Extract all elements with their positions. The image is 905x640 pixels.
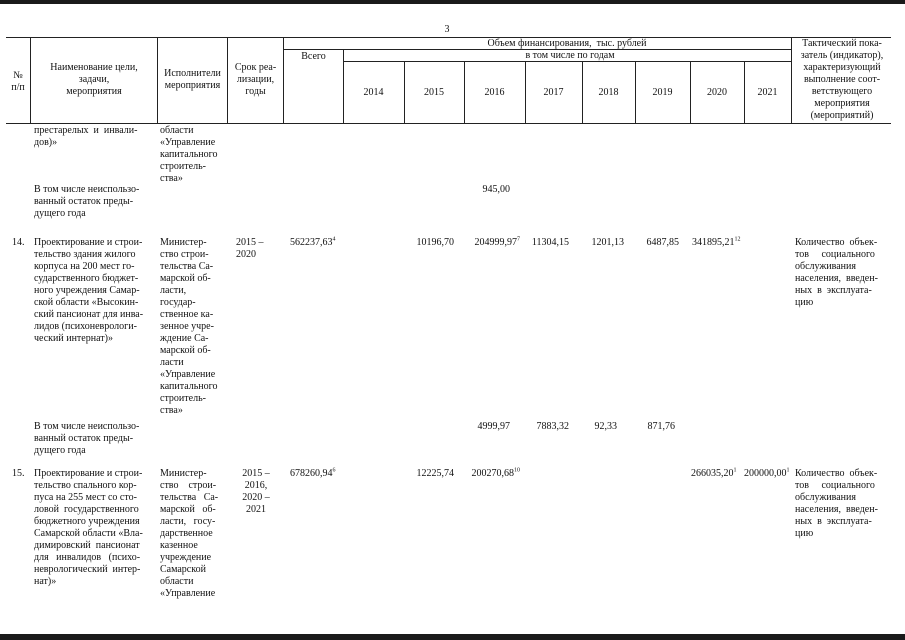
row15-total-sup: 6 <box>332 467 336 474</box>
row15-total <box>290 468 336 480</box>
row15-2021-value: 200000,00 <box>744 468 787 479</box>
remainder-2016: 945,00 <box>482 184 510 195</box>
header-year-2015: 2015 <box>424 87 444 98</box>
header-by-years: в том числе по годам <box>525 50 615 61</box>
row15-2015: 12225,74 <box>416 468 454 479</box>
row15-2016-sup: 10 <box>514 467 520 474</box>
cont-executor: области «Управление капитального строитель- ства» <box>160 125 218 184</box>
row15-total-value: 678260,94 <box>290 468 333 479</box>
row14-2020 <box>692 237 741 249</box>
row14-2016-sup: 7 <box>517 236 520 243</box>
row14-2017: 11304,15 <box>531 237 569 248</box>
row15-2016 <box>464 468 520 480</box>
remainder-label: В том числе неиспользо- ванный остаток преды- дущего года <box>34 184 140 219</box>
row14-2016 <box>464 237 520 249</box>
row15-2021-sup: 1 <box>786 467 790 474</box>
cont-name: престарелых и инвали- дов)» <box>34 125 138 148</box>
row14-total <box>290 237 336 249</box>
col-line-0 <box>30 37 31 124</box>
row15-2020-value: 266035,20 <box>691 468 734 479</box>
header-year-2017: 2017 <box>543 87 564 98</box>
header-year-2018: 2018 <box>598 87 619 98</box>
header-total: Всего <box>301 51 326 62</box>
header-year-2021: 2021 <box>757 87 778 98</box>
row14-indicator: Количество объек- тов социального обслуживания населения, введен- ных в эксплуата- цию <box>795 237 878 308</box>
row14-term: 2015 – 2020 <box>236 237 264 260</box>
header-year-2020: 2020 <box>707 87 727 98</box>
header-executor: Исполнители мероприятия <box>164 68 221 91</box>
row14-name: Проектирование и строи- тельство здания жилого корпуса на 200 мест го- сударственного бюджет- ного учреждения Самар- ской области «Высокин- ский пансионат для инва- лидов (психоневрологи- ческий интернат)» <box>34 237 144 344</box>
row14-2019: 6487,85 <box>646 237 679 248</box>
row15-num: 15. <box>12 468 25 479</box>
row14-rem-2018: 92,33 <box>594 421 617 432</box>
row15-2020-sup: 1 <box>733 467 737 474</box>
row14-total-value: 562237,63 <box>290 237 333 248</box>
row14-rem-2019: 871,76 <box>647 421 675 432</box>
header-year-2016: 2016 <box>484 87 505 98</box>
row15-2016-value: 200270,68 <box>471 468 514 479</box>
header-indicator: Тактический пока- затель (индикатор), характеризующий выполнение соот- ветствующего мероприятия (мероприятий) <box>800 38 884 121</box>
row14-rem-2017: 7883,32 <box>536 421 569 432</box>
row14-total-sup: 4 <box>332 236 336 243</box>
top-border <box>0 0 905 4</box>
row15-indicator: Количество объек- тов социального обслуживания населения, введен- ных в эксплуата- цию <box>795 468 878 539</box>
header-year-2019: 2019 <box>652 87 673 98</box>
row15-executor: Министер- ство строи- тельства Са- марской об- ласти, госу- дарственное казенное учреждение Самарской области «Управление <box>160 468 219 599</box>
header-year-2014: 2014 <box>363 87 384 98</box>
page-number: 3 <box>444 24 450 35</box>
row14-2016-value: 204999,97 <box>474 237 517 248</box>
row14-executor: Министер- ство строи- тельства Са- марской об- ласти, государ- ственное ка- зенное учре- ждение Са- марской об- ласти «Управление капитального строитель- ства» <box>160 237 218 416</box>
row14-2020-value: 341895,21 <box>692 237 735 248</box>
header-num: № п/п <box>11 70 25 93</box>
header-term: Срок реа- лизации, годы <box>234 62 277 97</box>
row15-2021 <box>744 468 790 480</box>
header-funding: Объем финансирования, тыс. рублей <box>487 38 647 49</box>
row14-num: 14. <box>12 237 25 248</box>
row14-remainder-label: В том числе неиспользо- ванный остаток преды- дущего года <box>34 421 140 456</box>
row15-2020 <box>691 468 737 480</box>
row14-2015: 10196,70 <box>416 237 454 248</box>
header-name: Наименование цели, задачи, мероприятия <box>50 62 138 97</box>
row14-2018: 1201,13 <box>591 237 624 248</box>
row14-2020-sup: 12 <box>734 236 741 243</box>
bottom-border <box>0 634 905 640</box>
row15-name: Проектирование и строи- тельство спального кор- пуса на 255 мест со сто- ловой государственного бюджетного учреждения Самарской области «Вла- димировский пансионат для инвалидов (психо- неврологический интер- нат)» <box>34 468 143 587</box>
header-bottom-line <box>6 123 891 124</box>
row14-rem-2016: 4999,97 <box>477 421 510 432</box>
row15-term: 2015 – 2016, 2020 – 2021 <box>242 468 270 515</box>
